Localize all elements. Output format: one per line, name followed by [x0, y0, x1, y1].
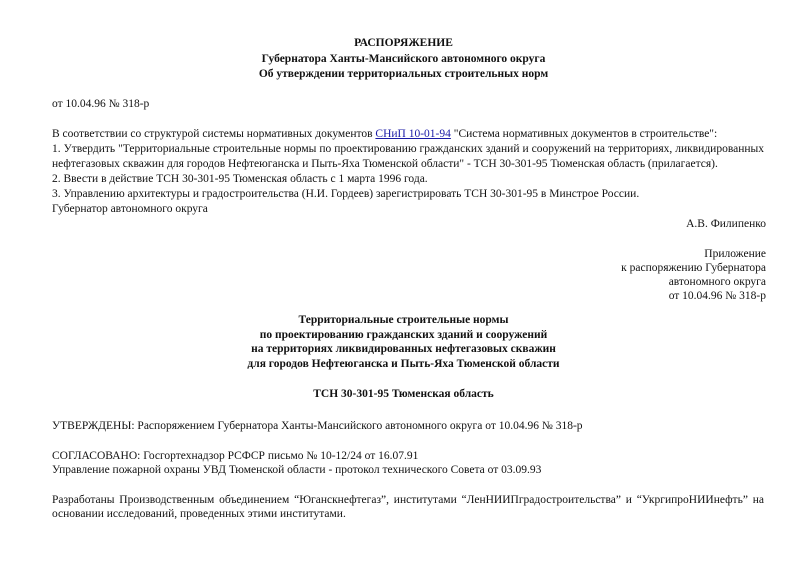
appendix-line-2: к распоряжению Губернатора	[621, 262, 766, 274]
appendix-line-3: автономного округа	[668, 276, 766, 288]
document-subtitle-issuer: Губернатора Ханты-Мансийского автономного округа	[261, 53, 546, 65]
appendix-line-4: от 10.04.96 № 318-р	[668, 290, 766, 302]
item-1-line-1: 1. Утвердить "Территориальные строительные нормы по проектированию гражданских зданий и сооружений на территориях, ликвидированных	[52, 143, 764, 155]
document-subtitle-subject: Об утверждении территориальных строительных норм	[258, 68, 549, 80]
signature-position: Губернатор автономного округа	[52, 203, 208, 215]
norms-title-line-2: по проектированию гражданских зданий и сооружений	[259, 329, 548, 341]
norms-title-line-4: для городов Нефтеюганска и Пыть-Яха Тюменской области	[247, 358, 560, 370]
approved-line: УТВЕРЖДЕНЫ: Распоряжением Губернатора Ханты-Мансийского автономного округа от 10.04.96 № 318-р	[52, 420, 583, 432]
developed-line-2: основании исследований, проведенных этими институтами.	[52, 508, 346, 520]
developed-line-1: Разработаны Производственным объединением “Юганскнефтегаз”, институтами “ЛенНИИПградостроительства” и “УкргипроНИИнефть” на	[52, 494, 764, 506]
document-title: РАСПОРЯЖЕНИЕ	[354, 37, 453, 49]
intro-suffix: "Система нормативных документов в строительстве":	[450, 128, 718, 140]
norms-title-line-3: на территориях ликвидированных нефтегазовых скважин	[251, 343, 556, 355]
appendix-block	[621, 247, 766, 303]
intro-prefix: В соответствии со структурой системы нормативных документов	[52, 128, 376, 140]
item-3: 3. Управлению архитектуры и градостроительства (Н.И. Гордеев) зарегистрировать ТСН 30-301-95 в Минстрое России.	[52, 188, 640, 200]
snip-link[interactable]: СНиП 10-01-94	[375, 128, 451, 140]
intro-paragraph	[52, 127, 717, 141]
agreed-line-2: Управление пожарной охраны УВД Тюменской области - протокол технического Совета от 03.09.93	[52, 464, 542, 476]
agreed-line-1: СОГЛАСОВАНО: Госгортехнадзор РСФСР письмо № 10-12/24 от 16.07.91	[52, 450, 419, 462]
item-1-line-2: нефтегазовых скважин для городов Нефтеюганска и Пыть-Яха Тюменской области" - ТСН 30-301-95 Тюменская область (прилагается).	[52, 158, 718, 170]
norms-title-line-1: Территориальные строительные нормы	[298, 314, 509, 326]
tsn-code: ТСН 30-301-95 Тюменская область	[313, 388, 494, 400]
document-date: от 10.04.96 № 318-р	[52, 98, 150, 110]
signature-name: А.В. Филипенко	[686, 218, 766, 230]
item-2: 2. Ввести в действие ТСН 30-301-95 Тюменская область с 1 марта 1996 года.	[52, 173, 428, 185]
appendix-line-1: Приложение	[704, 248, 766, 260]
